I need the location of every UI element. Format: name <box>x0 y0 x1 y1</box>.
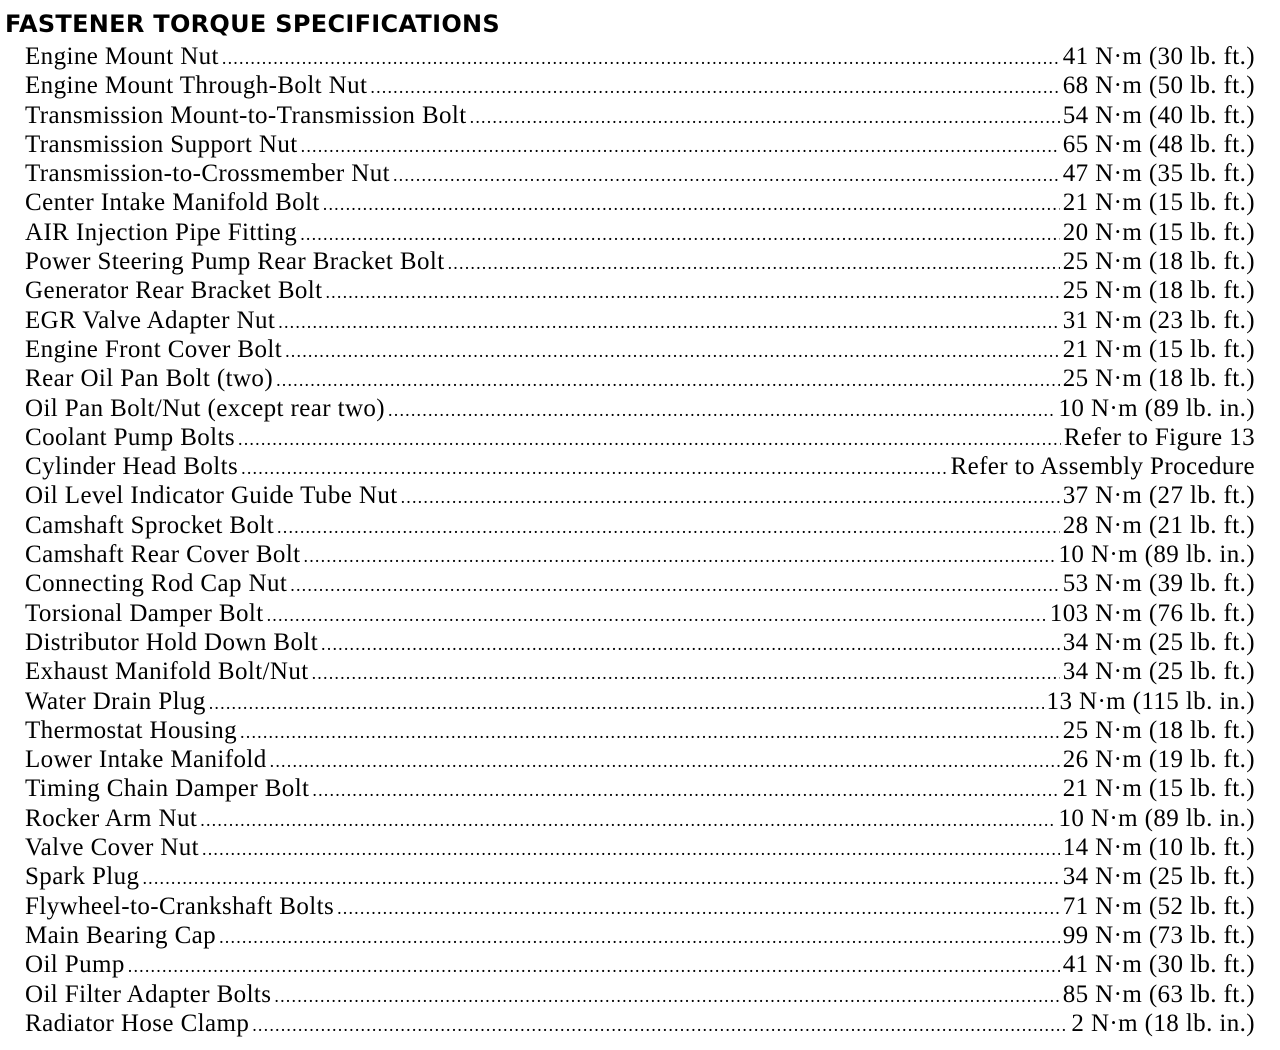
dot-leader <box>209 689 1044 718</box>
spec-item-name: Main Bearing Cap <box>25 921 217 949</box>
spec-row <box>25 774 1255 803</box>
spec-torque-value: 25 N·m (18 lb. ft.) <box>1062 365 1255 393</box>
dot-leader <box>337 894 1060 923</box>
spec-row <box>25 481 1255 510</box>
spec-row <box>25 364 1255 393</box>
spec-item-name: Oil Pump <box>25 951 125 979</box>
spec-torque-value: 65 N·m (48 lb. ft.) <box>1062 130 1255 158</box>
spec-torque-value: 21 N·m (15 lb. ft.) <box>1062 775 1255 803</box>
spec-torque-value: Refer to Figure 13 <box>1063 423 1255 451</box>
spec-item-name: Exhaust Manifold Bolt/Nut <box>25 658 309 686</box>
spec-row <box>25 921 1255 950</box>
spec-item-name: Connecting Rod Cap Nut <box>25 570 288 598</box>
dot-leader <box>142 864 1059 893</box>
dot-leader <box>290 571 1059 600</box>
spec-torque-value: 28 N·m (21 lb. ft.) <box>1062 511 1255 539</box>
dot-leader <box>323 190 1060 219</box>
dot-leader <box>312 659 1060 688</box>
dot-leader <box>278 308 1059 337</box>
spec-row <box>25 980 1255 1009</box>
spec-item-name: Thermostat Housing <box>25 716 238 744</box>
spec-item-name: Rear Oil Pan Bolt (two) <box>25 365 274 393</box>
spec-torque-value: 34 N·m (25 lb. ft.) <box>1062 658 1255 686</box>
spec-row <box>25 394 1255 423</box>
spec-item-name: Transmission Support Nut <box>25 130 298 158</box>
spec-torque-value: 71 N·m (52 lb. ft.) <box>1062 892 1255 920</box>
dot-leader <box>470 103 1060 132</box>
spec-row <box>25 335 1255 364</box>
spec-row <box>25 101 1255 130</box>
spec-item-name: Water Drain Plug <box>25 687 206 715</box>
spec-row <box>25 42 1255 71</box>
spec-item-name: Center Intake Manifold Bolt <box>25 189 320 217</box>
spec-torque-value: 25 N·m (18 lb. ft.) <box>1062 716 1255 744</box>
spec-item-name: EGR Valve Adapter Nut <box>25 306 276 334</box>
dot-leader <box>304 542 1056 571</box>
spec-torque-value: 37 N·m (27 lb. ft.) <box>1062 482 1255 510</box>
dot-leader <box>370 73 1059 102</box>
spec-torque-value: 2 N·m (18 lb. in.) <box>1071 1009 1255 1037</box>
spec-torque-value: Refer to Assembly Procedure <box>950 453 1255 481</box>
spec-row <box>25 276 1255 305</box>
dot-leader <box>448 249 1060 278</box>
dot-leader <box>276 366 1060 395</box>
spec-torque-value: 25 N·m (18 lb. ft.) <box>1062 248 1255 276</box>
dot-leader <box>321 630 1060 659</box>
dot-leader <box>325 278 1059 307</box>
spec-row <box>25 950 1255 979</box>
spec-item-name: Timing Chain Damper Bolt <box>25 775 310 803</box>
spec-item-name: Engine Front Cover Bolt <box>25 335 283 363</box>
spec-torque-value: 10 N·m (89 lb. in.) <box>1058 541 1255 569</box>
dot-leader <box>312 776 1059 805</box>
spec-row <box>25 804 1255 833</box>
spec-row <box>25 569 1255 598</box>
spec-row <box>25 511 1255 540</box>
dot-leader <box>202 835 1060 864</box>
dot-leader <box>128 952 1060 981</box>
spec-item-name: Spark Plug <box>25 863 140 891</box>
spec-row <box>25 628 1255 657</box>
spec-row <box>25 159 1255 188</box>
spec-item-name: Engine Mount Through-Bolt Nut <box>25 72 368 100</box>
spec-row <box>25 657 1255 686</box>
dot-leader <box>270 747 1060 776</box>
spec-item-name: Oil Pan Bolt/Nut (except rear two) <box>25 394 386 422</box>
spec-torque-value: 21 N·m (15 lb. ft.) <box>1062 189 1255 217</box>
spec-row <box>25 247 1255 276</box>
spec-row <box>25 218 1255 247</box>
spec-row <box>25 452 1255 481</box>
dot-leader <box>285 337 1060 366</box>
spec-torque-value: 10 N·m (89 lb. in.) <box>1058 394 1255 422</box>
spec-row <box>25 188 1255 217</box>
spec-torque-value: 68 N·m (50 lb. ft.) <box>1062 72 1255 100</box>
spec-torque-value: 41 N·m (30 lb. ft.) <box>1062 951 1255 979</box>
spec-item-name: Power Steering Pump Rear Bracket Bolt <box>25 248 445 276</box>
spec-item-name: Radiator Hose Clamp <box>25 1009 250 1037</box>
spec-torque-value: 47 N·m (35 lb. ft.) <box>1062 160 1255 188</box>
dot-leader <box>241 454 947 483</box>
spec-item-name: Camshaft Sprocket Bolt <box>25 511 275 539</box>
spec-row <box>25 71 1255 100</box>
spec-item-name: Transmission Mount-to-Transmission Bolt <box>25 101 467 129</box>
spec-row <box>25 745 1255 774</box>
spec-row <box>25 716 1255 745</box>
dot-leader <box>300 220 1060 249</box>
spec-torque-value: 103 N·m (76 lb. ft.) <box>1049 599 1255 627</box>
dot-leader <box>222 44 1060 73</box>
spec-row <box>25 892 1255 921</box>
spec-item-name: Torsional Damper Bolt <box>25 599 264 627</box>
dot-leader <box>388 396 1055 425</box>
spec-row <box>25 130 1255 159</box>
spec-torque-value: 26 N·m (19 lb. ft.) <box>1062 746 1255 774</box>
spec-item-name: Camshaft Rear Cover Bolt <box>25 541 301 569</box>
spec-torque-value: 20 N·m (15 lb. ft.) <box>1062 218 1255 246</box>
dot-leader <box>277 513 1060 542</box>
spec-row <box>25 540 1255 569</box>
spec-row <box>25 862 1255 891</box>
spec-torque-value: 54 N·m (40 lb. ft.) <box>1062 101 1255 129</box>
spec-item-name: Oil Level Indicator Guide Tube Nut <box>25 482 398 510</box>
dot-leader <box>393 161 1060 190</box>
dot-leader <box>301 132 1060 161</box>
spec-item-name: Transmission-to-Crossmember Nut <box>25 160 390 188</box>
dot-leader <box>219 923 1060 952</box>
spec-row <box>25 1009 1255 1038</box>
spec-item-name: Oil Filter Adapter Bolts <box>25 980 272 1008</box>
page-title: FASTENER TORQUE SPECIFICATIONS <box>5 10 501 38</box>
dot-leader <box>252 1011 1068 1040</box>
spec-item-name: Valve Cover Nut <box>25 834 200 862</box>
spec-row <box>25 833 1255 862</box>
spec-torque-value: 21 N·m (15 lb. ft.) <box>1062 335 1255 363</box>
spec-torque-value: 34 N·m (25 lb. ft.) <box>1062 628 1255 656</box>
spec-torque-value: 10 N·m (89 lb. in.) <box>1058 804 1255 832</box>
spec-item-name: Cylinder Head Bolts <box>25 453 239 481</box>
spec-torque-value: 14 N·m (10 lb. ft.) <box>1062 834 1255 862</box>
dot-leader <box>238 425 1061 454</box>
spec-torque-value: 85 N·m (63 lb. ft.) <box>1062 980 1255 1008</box>
dot-leader <box>274 982 1059 1011</box>
spec-item-name: Coolant Pump Bolts <box>25 423 236 451</box>
dot-leader <box>401 483 1060 512</box>
dot-leader <box>200 806 1055 835</box>
dot-leader <box>240 718 1060 747</box>
spec-row <box>25 423 1255 452</box>
spec-torque-value: 53 N·m (39 lb. ft.) <box>1062 570 1255 598</box>
spec-torque-value: 99 N·m (73 lb. ft.) <box>1062 921 1255 949</box>
spec-item-name: Rocker Arm Nut <box>25 804 198 832</box>
spec-item-name: Engine Mount Nut <box>25 43 219 70</box>
spec-torque-value: 31 N·m (23 lb. ft.) <box>1062 306 1255 334</box>
spec-torque-value: 13 N·m (115 lb. in.) <box>1046 687 1255 715</box>
spec-item-name: AIR Injection Pipe Fitting <box>25 218 298 246</box>
spec-torque-value: 34 N·m (25 lb. ft.) <box>1062 863 1255 891</box>
spec-item-name: Generator Rear Bracket Bolt <box>25 277 323 305</box>
spec-item-name: Lower Intake Manifold <box>25 746 267 774</box>
dot-leader <box>267 601 1047 630</box>
torque-spec-list <box>25 42 1255 1038</box>
spec-torque-value: 41 N·m (30 lb. ft.) <box>1062 43 1255 70</box>
spec-row <box>25 687 1255 716</box>
spec-item-name: Flywheel-to-Crankshaft Bolts <box>25 892 335 920</box>
spec-torque-value: 25 N·m (18 lb. ft.) <box>1062 277 1255 305</box>
spec-row <box>25 306 1255 335</box>
spec-row <box>25 599 1255 628</box>
spec-item-name: Distributor Hold Down Bolt <box>25 628 319 656</box>
